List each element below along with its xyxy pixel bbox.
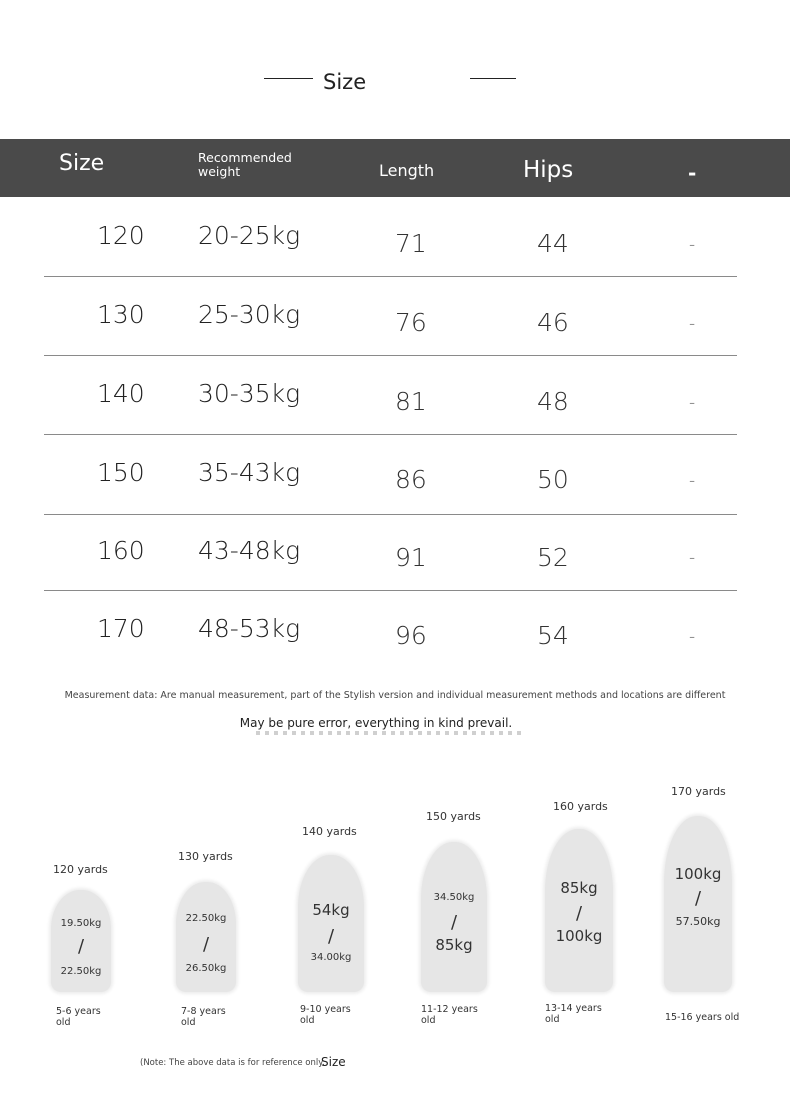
figure-silhouette (176, 882, 236, 992)
row-divider (44, 276, 737, 277)
row-extra: - (689, 314, 696, 334)
row-hips: 46 (537, 308, 569, 337)
figure-age-label: 11-12 years old (421, 1004, 478, 1026)
figure-age-label: 5-6 years old (56, 1006, 101, 1028)
row-size: 150 (97, 458, 145, 487)
measurement-note: Measurement data: Are manual measurement, part of the Stylish version and individual measurement methods and locations are different (64, 690, 726, 701)
figure-yard-label: 150 yards (426, 810, 481, 823)
row-extra: - (689, 548, 696, 568)
row-weight: 43-48kg (198, 536, 301, 565)
figure-yard-label: 130 yards (178, 850, 233, 863)
row-weight: 48-53kg (198, 614, 301, 643)
figure-slash: / (694, 888, 702, 909)
header-weight-line2: weight (198, 164, 241, 179)
table-row (44, 278, 737, 356)
figure-weight-top: 100kg (674, 865, 722, 883)
figure-slash: / (202, 934, 210, 955)
header-extra: - (688, 161, 697, 185)
row-weight: 35-43kg (198, 458, 301, 487)
row-hips: 44 (537, 229, 569, 258)
row-weight: 25-30kg (198, 300, 301, 329)
header-length: Length (379, 161, 435, 180)
table-row (44, 357, 737, 435)
figure-silhouette (421, 842, 487, 992)
row-weight: 20-25kg (198, 221, 301, 250)
header-hips: Hips (523, 157, 574, 183)
table-row (44, 516, 737, 591)
table-row (44, 593, 737, 671)
header-weight-line1: Recommended (198, 150, 292, 165)
row-extra: - (689, 471, 696, 491)
figure-yard-label: 120 yards (53, 863, 108, 876)
row-length: 76 (395, 308, 427, 337)
row-hips: 50 (537, 465, 569, 494)
row-length: 91 (395, 543, 427, 572)
row-extra: - (689, 393, 696, 413)
row-size: 170 (97, 614, 145, 643)
figure-yard-label: 160 yards (553, 800, 608, 813)
figure-silhouette (298, 855, 364, 992)
figure-yard-label: 140 yards (302, 825, 357, 838)
row-hips: 52 (537, 543, 569, 572)
row-extra: - (689, 235, 696, 255)
figure-weight-top: 34.50kg (433, 892, 475, 903)
title-line-right (470, 78, 516, 79)
figure-weight-bottom: 22.50kg (60, 966, 102, 977)
error-note: May be pure error, everything in kind prevail. (239, 716, 513, 730)
row-weight: 30-35kg (198, 379, 301, 408)
figure-slash: / (450, 912, 458, 933)
table-row (44, 199, 737, 277)
figure-weight-bottom: 34.00kg (310, 952, 352, 963)
figure-weight-top: 85kg (560, 879, 598, 897)
figure-age-label: 9-10 years old (300, 1004, 351, 1026)
figure-weight-bottom: 57.50kg (675, 915, 721, 928)
page-title: Size (323, 70, 367, 94)
row-size: 120 (97, 221, 145, 250)
figure-silhouette (51, 890, 111, 992)
figure-weight-bottom: 85kg (435, 936, 473, 954)
row-divider (44, 514, 737, 515)
size-table-header (0, 139, 790, 197)
row-length: 81 (395, 387, 427, 416)
figure-weight-bottom: 26.50kg (185, 963, 227, 974)
figure-silhouette (545, 829, 613, 992)
figure-weight-bottom: 100kg (555, 927, 603, 945)
figure-age-label: 15-16 years old (665, 1012, 740, 1023)
row-length: 86 (395, 465, 427, 494)
figure-weight-top: 19.50kg (60, 918, 102, 929)
header-weight (198, 151, 308, 179)
row-hips: 48 (537, 387, 569, 416)
row-length: 96 (395, 621, 427, 650)
row-divider (44, 590, 737, 591)
figure-slash: / (327, 926, 335, 947)
row-extra: - (689, 627, 696, 647)
figure-age-label: 7-8 years old (181, 1006, 226, 1028)
figure-slash: / (77, 936, 85, 957)
figure-slash: / (575, 903, 583, 924)
row-hips: 54 (537, 621, 569, 650)
footer-size-label: Size (321, 1055, 346, 1069)
figure-weight-top: 22.50kg (185, 913, 227, 924)
row-size: 140 (97, 379, 145, 408)
figure-yard-label: 170 yards (671, 785, 726, 798)
figure-weight-top: 54kg (312, 901, 350, 919)
row-divider (44, 434, 737, 435)
header-size: Size (59, 151, 105, 176)
table-row (44, 437, 737, 515)
figure-silhouette (664, 816, 732, 992)
row-size: 130 (97, 300, 145, 329)
row-divider (44, 355, 737, 356)
row-size: 160 (97, 536, 145, 565)
reference-note: (Note: The above data is for reference only. (140, 1058, 325, 1068)
row-length: 71 (395, 229, 427, 258)
figure-age-label: 13-14 years old (545, 1003, 602, 1025)
cut-off-text-line (256, 731, 526, 735)
title-line-left (264, 78, 313, 79)
